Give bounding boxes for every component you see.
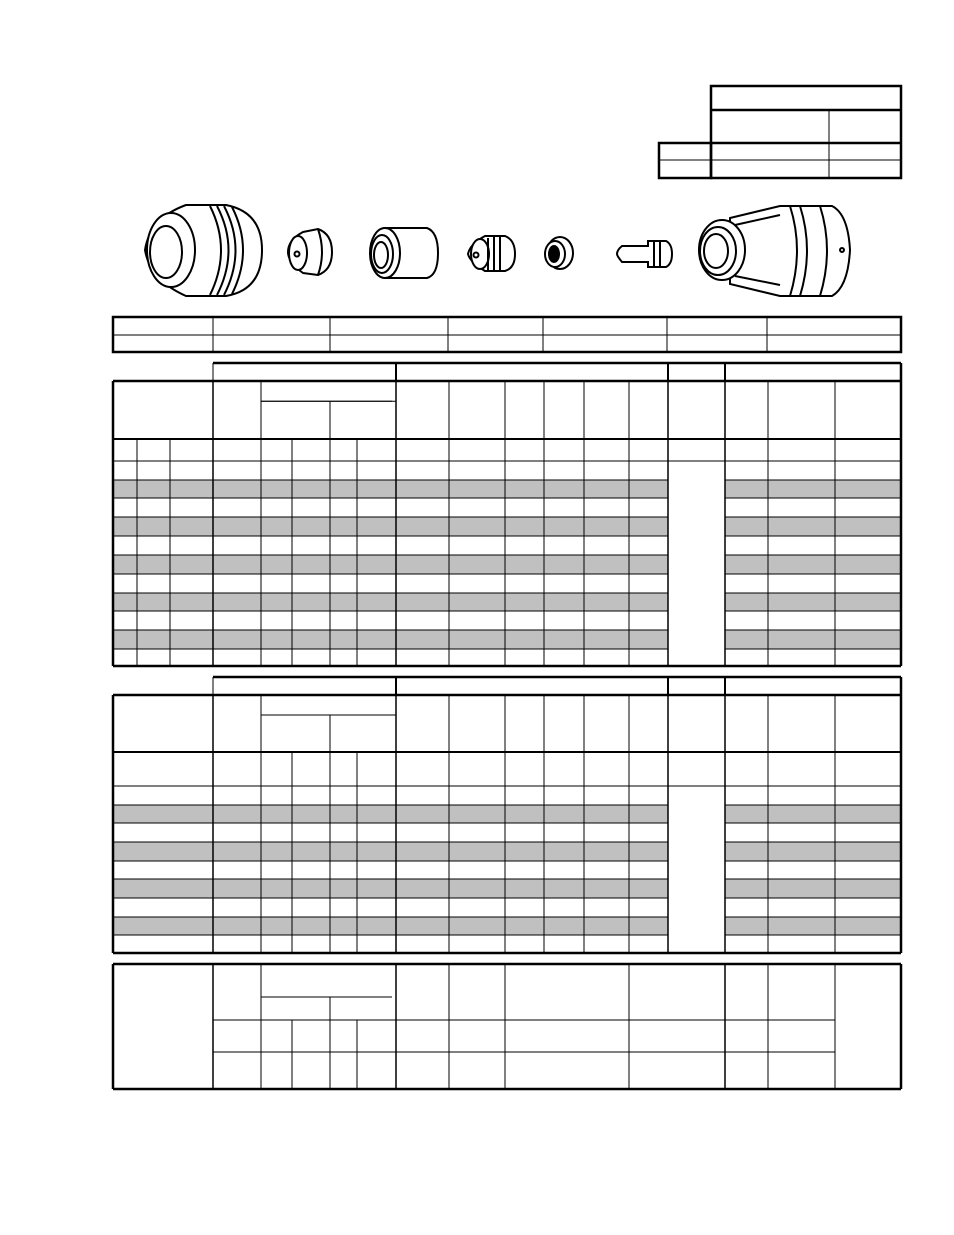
- swirl-ring-icon: [468, 236, 515, 271]
- nozzle-tip-icon: [288, 229, 332, 275]
- shaded-row: [113, 630, 668, 649]
- shaded-row: [113, 555, 668, 574]
- process-table-1: [113, 363, 901, 666]
- shaded-row: [725, 630, 901, 649]
- part-number-strip: [113, 317, 901, 352]
- shaded-row: [113, 805, 668, 823]
- reference-table: [659, 86, 901, 178]
- shaded-row: [113, 593, 668, 611]
- shaded-row: [725, 593, 901, 611]
- shaded-row: [725, 842, 901, 861]
- ring-icon: [545, 237, 573, 269]
- retaining-cap-icon: [370, 228, 438, 278]
- electrode-icon: [617, 241, 672, 267]
- shield-cap-icon: [145, 205, 262, 296]
- shaded-row: [113, 917, 668, 935]
- process-table-2: [113, 677, 901, 953]
- shaded-row: [725, 555, 901, 574]
- shaded-row: [113, 842, 668, 861]
- shaded-row: [725, 879, 901, 898]
- process-table-3: [113, 964, 901, 1089]
- shaded-row: [113, 517, 668, 536]
- shaded-row: [725, 480, 901, 498]
- torch-body-icon: [699, 206, 850, 296]
- shaded-row: [113, 879, 668, 898]
- shaded-row: [725, 917, 901, 935]
- shaded-row: [725, 805, 901, 823]
- shaded-row: [113, 480, 668, 498]
- shaded-row: [725, 517, 901, 536]
